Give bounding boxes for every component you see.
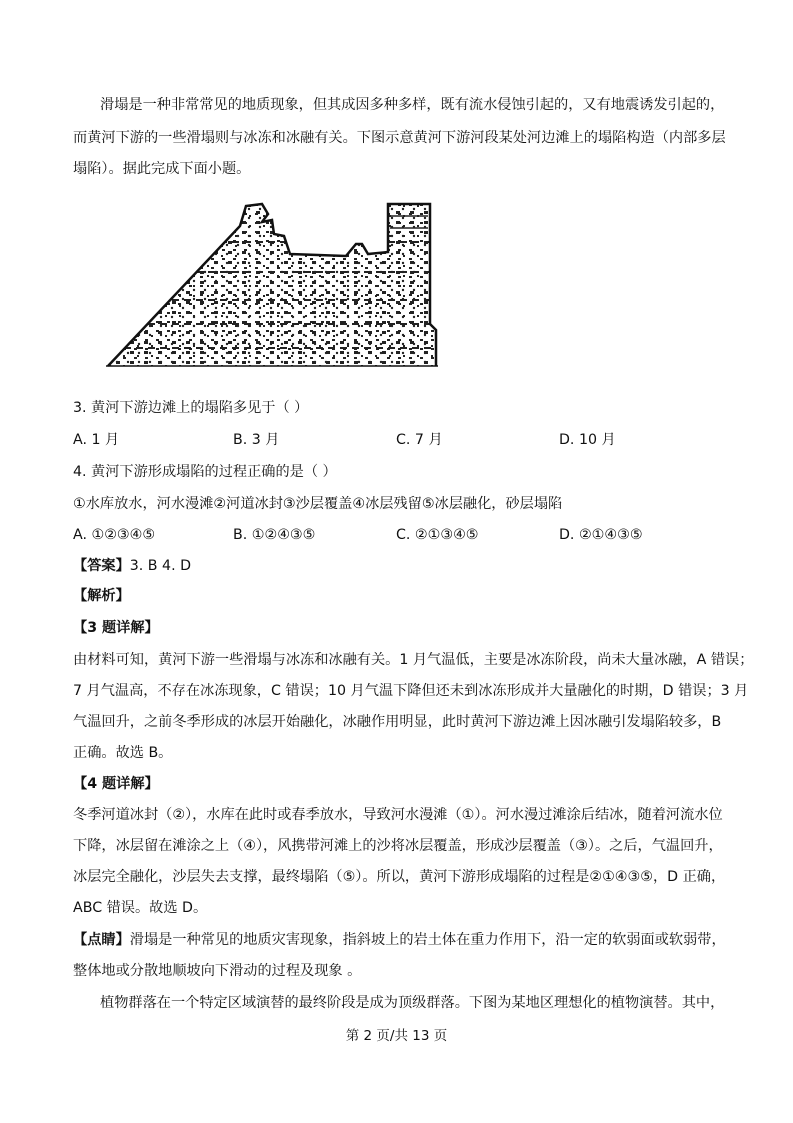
- note-line-2: 整体地或分散地顺坡向下滑动的过程及现象 。: [73, 963, 362, 979]
- question-3-option-c: C. 7 月: [396, 432, 443, 448]
- intro-line-3: 塌陷）。据此完成下面小题。: [73, 161, 251, 177]
- detail-3-tag: 【3 题详解】: [73, 620, 159, 636]
- collapse-structure-diagram: [100, 198, 440, 370]
- intro-line-1: 滑塌是一种非常常见的地质现象，但其成因多种多样，既有流水侵蚀引起的，又有地震诱发引起的，: [100, 97, 725, 113]
- question-3-stem: 3. 黄河下游边滩上的塌陷多见于（ ）: [73, 400, 309, 416]
- question-4-option-a: A. ①②③④⑤: [73, 527, 156, 543]
- question-4-option-d: D. ②①④③⑤: [559, 527, 643, 543]
- detail-4-line-4: ABC 错误。故选 D。: [73, 900, 208, 916]
- question-4-stem: 4. 黄河下游形成塌陷的过程正确的是（ ）: [73, 464, 337, 480]
- detail-4-line-3: 冰层完全融化，沙层失去支撑，最终塌陷（⑤）。所以，黄河下游形成塌陷的过程是②①④③⑤，D 正确，: [73, 869, 726, 885]
- question-3-option-d: D. 10 月: [559, 432, 616, 448]
- analysis-tag: 【解析】: [73, 588, 130, 604]
- question-3-option-a: A. 1 月: [73, 432, 120, 448]
- page-footer: 第 2 页/共 13 页: [345, 1028, 448, 1044]
- question-4-steps: ①水库放水，河水漫滩②河道冰封③沙层覆盖④冰层残留⑤冰层融化，砂层塌陷: [73, 496, 563, 512]
- question-4-option-c: C. ②①③④⑤: [396, 527, 479, 543]
- collapse-structure-figure: [100, 198, 440, 370]
- detail-4-line-1: 冬季河道冰封（②），水库在此时或春季放水，导致河水漫滩（①）。河水漫过滩涂后结冰，随着河流水位: [73, 807, 723, 823]
- detail-3-line-4: 正确。故选 B。: [73, 745, 173, 761]
- answer-line: [73, 556, 191, 576]
- answer-tag: 【答案】: [73, 558, 130, 574]
- detail-3-line-3: 气温回升，之前冬季形成的冰层开始融化，冰融作用明显，此时黄河下游边滩上因冰融引发塌陷较多，B: [73, 714, 722, 730]
- note-line-1: [73, 930, 726, 950]
- note-text-1: 滑塌是一种常见的地质灾害现象，指斜坡上的岩土体在重力作用下，沿一定的软弱面或软弱带，: [129, 932, 726, 948]
- detail-4-line-2: 下降，冰层留在滩涂之上（④），风携带河滩上的沙将冰层覆盖，形成沙层覆盖（③）。之后，气温回升，: [73, 838, 723, 854]
- answer-text: 3. B 4. D: [129, 558, 192, 574]
- detail-3-line-2: 7 月气温高，不存在冰冻现象，C 错误；10 月气温下降但还未到冰冻形成并大量融化的时期，D 错误；3 月: [73, 683, 749, 699]
- next-paragraph: 植物群落在一个特定区域演替的最终阶段是成为顶级群落。下图为某地区理想化的植物演替。其中，: [100, 995, 725, 1011]
- question-4-option-b: B. ①②④③⑤: [233, 527, 316, 543]
- note-tag: 【点睛】: [73, 932, 130, 948]
- detail-3-line-1: 由材料可知，黄河下游一些滑塌与冰冻和冰融有关。1 月气温低，主要是冰冻阶段，尚未大量冰融，A 错误；: [73, 652, 754, 668]
- detail-4-tag: 【4 题详解】: [73, 776, 159, 792]
- question-3-option-b: B. 3 月: [233, 432, 280, 448]
- intro-line-2: 而黄河下游的一些滑塌则与冰冻和冰融有关。下图示意黄河下游河段某处河边滩上的塌陷构造（内部多层: [73, 130, 726, 146]
